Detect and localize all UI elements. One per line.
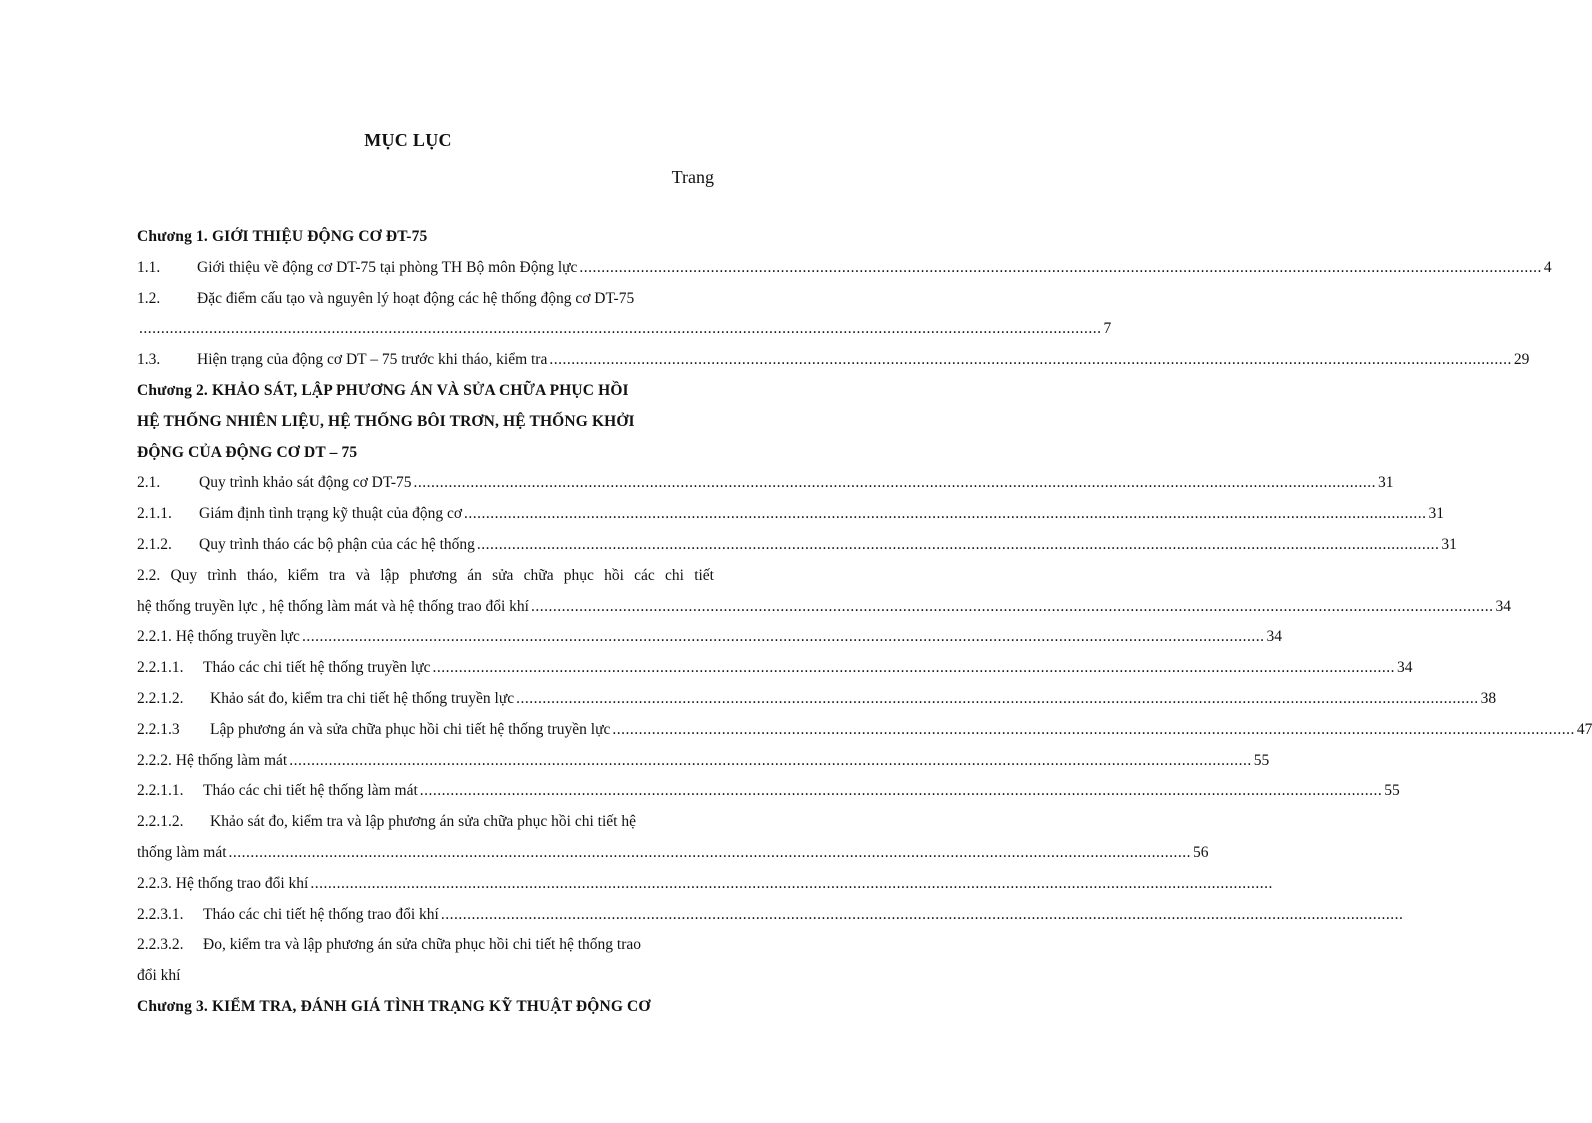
toc-text: Đo, kiểm tra và lập phương án sửa chữa phục hồi chi tiết hệ thống trao xyxy=(203,936,642,954)
dot-leader: ............................................................................................................................................................................................................................ xyxy=(228,843,1192,861)
toc-text: Hiện trạng của động cơ DT – 75 trước khi tháo, kiểm tra xyxy=(197,351,548,369)
toc-number: 2.2.3.1. xyxy=(137,905,184,923)
toc-number: 1.3. xyxy=(137,351,161,369)
dot-leader: ............................................................................................................................................................................................................................ xyxy=(301,628,1265,646)
toc-text: 2.2.2. Hệ thống làm mát xyxy=(137,751,288,769)
toc-entry-2-2-3 xyxy=(137,869,1273,900)
toc-chapter-2-line-3: ĐỘNG CỦA ĐỘNG CƠ DT – 75 xyxy=(137,443,358,461)
toc-entry-1-3 xyxy=(137,345,1530,376)
toc-entry-2-2-2-1 xyxy=(137,776,1400,807)
dot-leader: ............................................................................................................................................................................................................................ xyxy=(432,659,1395,677)
toc-entry-1-1 xyxy=(137,253,1552,284)
toc-number: 2.2.1.1. xyxy=(137,659,184,677)
toc-text: 2.2.1. Hệ thống truyền lực xyxy=(137,628,300,646)
dot-leader: ............................................................................................................................................................................................................................ xyxy=(549,351,1512,369)
toc-text: thống làm mát xyxy=(137,843,227,861)
toc-entry-2-2-1-1 xyxy=(137,653,1413,684)
toc-number: 1.2. xyxy=(137,289,161,307)
toc-entry-1-2-continued xyxy=(137,314,1112,345)
dot-leader: ............................................................................................................................................................................................................................ xyxy=(289,751,1252,769)
toc-text: Tháo các chi tiết hệ thống làm mát xyxy=(203,782,418,800)
toc-chapter-1: Chương 1. GIỚI THIỆU ĐỘNG CƠ ĐT-75 xyxy=(137,228,428,245)
dot-leader: ............................................................................................................................................................................................................................ xyxy=(612,720,1575,738)
page-title: MỤC LỤC xyxy=(364,130,452,150)
toc-entry-2-1-2 xyxy=(137,530,1457,561)
toc-page: 47 xyxy=(1576,720,1592,738)
toc-text: Tháo các chi tiết hệ thống truyền lực xyxy=(203,659,431,677)
toc-text: 2.2.3. Hệ thống trao đổi khí xyxy=(137,874,309,892)
dot-leader: ............................................................................................................................................................................................................................ xyxy=(579,258,1542,276)
toc-page: 38 xyxy=(1480,689,1497,707)
toc-page: 55 xyxy=(1253,751,1270,769)
toc-entry-1-2 xyxy=(137,284,714,315)
toc-entry-2-2-line-1: 2.2. Quy trình tháo, kiểm tra và lập phương án sửa chữa phục hồi các chi tiết xyxy=(137,566,714,584)
toc-text: Đặc điểm cấu tạo và nguyên lý hoạt động các hệ thống động cơ DT-75 xyxy=(197,289,635,307)
toc-page: 29 xyxy=(1513,351,1530,369)
toc-number: 2.2.3.2. xyxy=(137,936,184,954)
toc-entry-2-2-3-2-line-2: đổi khí xyxy=(137,967,181,985)
toc-entry-2-2-1 xyxy=(137,622,1282,653)
toc-number: 1.1. xyxy=(137,258,161,276)
toc-entry-2-2-2 xyxy=(137,746,1270,777)
toc-number: 2.2.1.2. xyxy=(137,813,184,831)
dot-leader: ............................................................................................................................................................................................................................ xyxy=(530,597,1494,615)
toc-entry-2-2-3-2-line-1 xyxy=(137,930,714,961)
toc-text: Quy trình khảo sát động cơ DT-75 xyxy=(199,474,412,492)
toc-text: Giám định tình trạng kỹ thuật của động cơ xyxy=(199,505,463,523)
toc-page: 55 xyxy=(1384,782,1400,800)
toc-number: 2.1. xyxy=(137,474,161,492)
toc-page: 34 xyxy=(1396,659,1413,677)
toc-text: hệ thống truyền lực , hệ thống làm mát và hệ thống trao đổi khí xyxy=(137,597,529,615)
dot-leader: ............................................................................................................................................................................................................................ xyxy=(516,689,1479,707)
dot-leader: ............................................................................................................................................................................................................................ xyxy=(476,535,1440,553)
toc-page: 56 xyxy=(1193,843,1209,861)
toc-chapter-2-line-1: Chương 2. KHẢO SÁT, LẬP PHƯƠNG ÁN VÀ SỬA CHỮA PHỤC HỒI xyxy=(137,381,629,399)
toc-entry-2-2-2-2-line-2 xyxy=(137,838,1209,869)
table-of-contents xyxy=(137,222,1592,1023)
toc-page: 34 xyxy=(1266,628,1282,646)
toc-entry-2-2-3-1 xyxy=(137,900,1404,931)
toc-page: 31 xyxy=(1441,535,1457,553)
page-column-label: Trang xyxy=(671,167,714,187)
toc-chapter-2-line-2: HỆ THỐNG NHIÊN LIỆU, HỆ THỐNG BÔI TRƠN, HỆ THỐNG KHỞI xyxy=(137,412,635,430)
dot-leader: ............................................................................................................................................................................................................................ xyxy=(440,905,1404,923)
toc-page: 4 xyxy=(1543,258,1552,276)
toc-text: Lập phương án và sửa chữa phục hồi chi tiết hệ thống truyền lực xyxy=(210,720,611,738)
toc-entry-2-1-1 xyxy=(137,499,1445,530)
dot-leader: ............................................................................................................................................................................................................................ xyxy=(419,782,1383,800)
toc-page: 7 xyxy=(1103,320,1112,338)
dot-leader: ............................................................................................................................................................................................................................ xyxy=(310,874,1273,892)
toc-entry-2-2-line-2 xyxy=(137,592,1511,623)
toc-entry-2-2-2-2-line-1 xyxy=(137,807,714,838)
toc-page: 31 xyxy=(1428,505,1445,523)
toc-number: 2.1.2. xyxy=(137,535,172,553)
toc-entry-2-2-1-2 xyxy=(137,684,1497,715)
toc-text: Khảo sát đo, kiểm tra và lập phương án sửa chữa phục hồi chi tiết hệ xyxy=(210,813,636,831)
toc-text: Quy trình tháo các bộ phận của các hệ thống xyxy=(199,535,475,553)
toc-number: 2.2.1.2. xyxy=(137,689,184,707)
toc-number: 2.1.1. xyxy=(137,505,172,523)
toc-page: 31 xyxy=(1378,474,1394,492)
toc-text: Tháo các chi tiết hệ thống trao đổi khí xyxy=(203,905,439,923)
toc-entry-2-1 xyxy=(137,468,1394,499)
toc-number: 2.2.1.3 xyxy=(137,720,180,738)
toc-page: 34 xyxy=(1495,597,1511,615)
toc-text: Giới thiệu về động cơ DT-75 tại phòng TH Bộ môn Động lực xyxy=(197,258,578,276)
dot-leader: ............................................................................................................................................................................................................................ xyxy=(139,320,1102,338)
toc-entry-2-2-1-3 xyxy=(137,715,1592,746)
dot-leader: ............................................................................................................................................................................................................................ xyxy=(413,474,1377,492)
dot-leader: ............................................................................................................................................................................................................................ xyxy=(464,505,1427,523)
toc-text: Khảo sát đo, kiểm tra chi tiết hệ thống truyền lực xyxy=(210,689,515,707)
toc-number: 2.2.1.1. xyxy=(137,782,184,800)
toc-chapter-3: Chương 3. KIỂM TRA, ĐÁNH GIÁ TÌNH TRẠNG KỸ THUẬT ĐỘNG CƠ xyxy=(137,997,651,1015)
